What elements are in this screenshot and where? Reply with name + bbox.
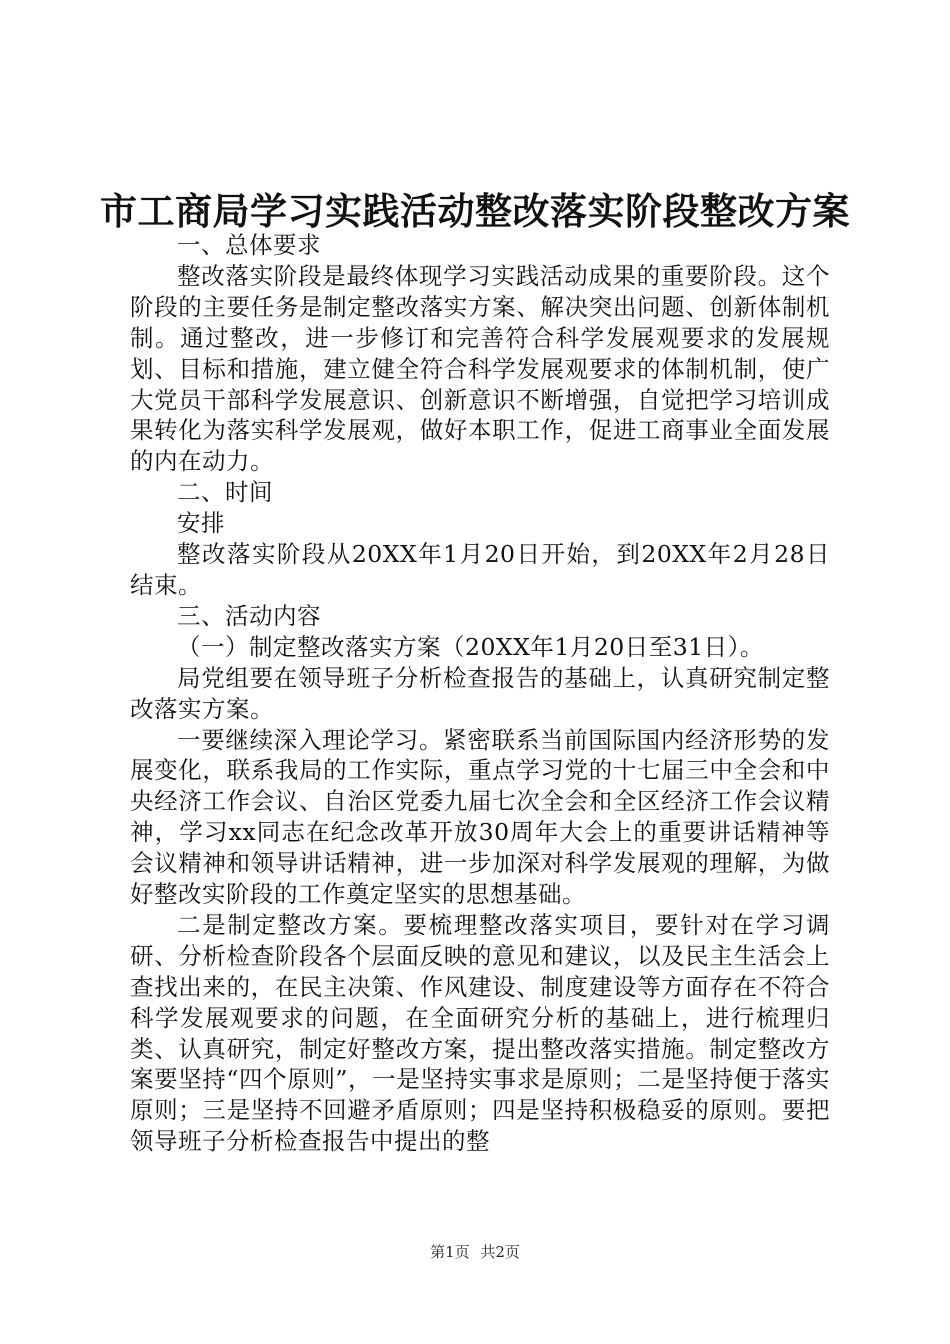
- page-total: 共2页: [480, 1243, 520, 1261]
- subsection-heading: （一）制定整改落实方案（20XX年1月20日至31日）。: [177, 632, 764, 661]
- page-footer: [0, 1242, 950, 1262]
- document-body: [130, 230, 830, 1157]
- document-title: 市工商局学习实践活动整改落实阶段整改方案: [100, 189, 850, 233]
- paragraph: 二是制定整改方案。要梳理整改落实项目，要针对在学习调研、分析检查阶段各个层面反映的意见和建议，以及民主生活会上查找出来的，在民主决策、作风建设、制度建设等方面存在不符合科学发展观要求的问题，在全面研究分析的基础上，进行梳理归类、认真研究，制定好整改方案，提出整改落实措施。制定整改方案要坚持“四个原则”，一是坚持实事求是原则；二是坚持便于落实原则；三是坚持不回避矛盾原则；四是坚持积极稳妥的原则。要把领导班子分析检查报告中提出的整: [130, 910, 830, 1156]
- paragraph: 局党组要在领导班子分析检查报告的基础上，认真研究制定整改落实方案。: [130, 663, 830, 723]
- paragraph: 安排: [177, 509, 225, 538]
- paragraph: 整改落实阶段是最终体现学习实践活动成果的重要阶段。这个阶段的主要任务是制定整改落实方案、解决突出问题、创新体制机制。通过整改，进一步修订和完善符合科学发展观要求的发展规划、目标和措施，建立健全符合科学发展观要求的体制机制，使广大党员干部科学发展意识、创新意识不断增强，自觉把学习培训成果转化为落实科学发展观，做好本职工作，促进工商事业全面发展的内在动力。: [130, 261, 830, 476]
- section-heading: 三、活动内容: [177, 601, 321, 630]
- section-heading: 二、时间: [177, 478, 273, 507]
- section-heading: 一、总体要求: [177, 231, 321, 259]
- page-number: 第1页: [430, 1243, 470, 1261]
- paragraph: 一要继续深入理论学习。紧密联系当前国际国内经济形势的发展变化，联系我局的工作实际，重点学习党的十七届三中全会和中央经济工作会议、自治区党委九届七次全会和全区经济工作会议精神，学习xx同志在纪念改革开放30周年大会上的重要讲话精神等会议精神和领导讲话精神，进一步加深对科学发展观的理解，为做好整改实阶段的工作奠定坚实的思想基础。: [130, 725, 830, 909]
- paragraph: 整改落实阶段从20XX年1月20日开始，到20XX年2月28日结束。: [130, 540, 830, 599]
